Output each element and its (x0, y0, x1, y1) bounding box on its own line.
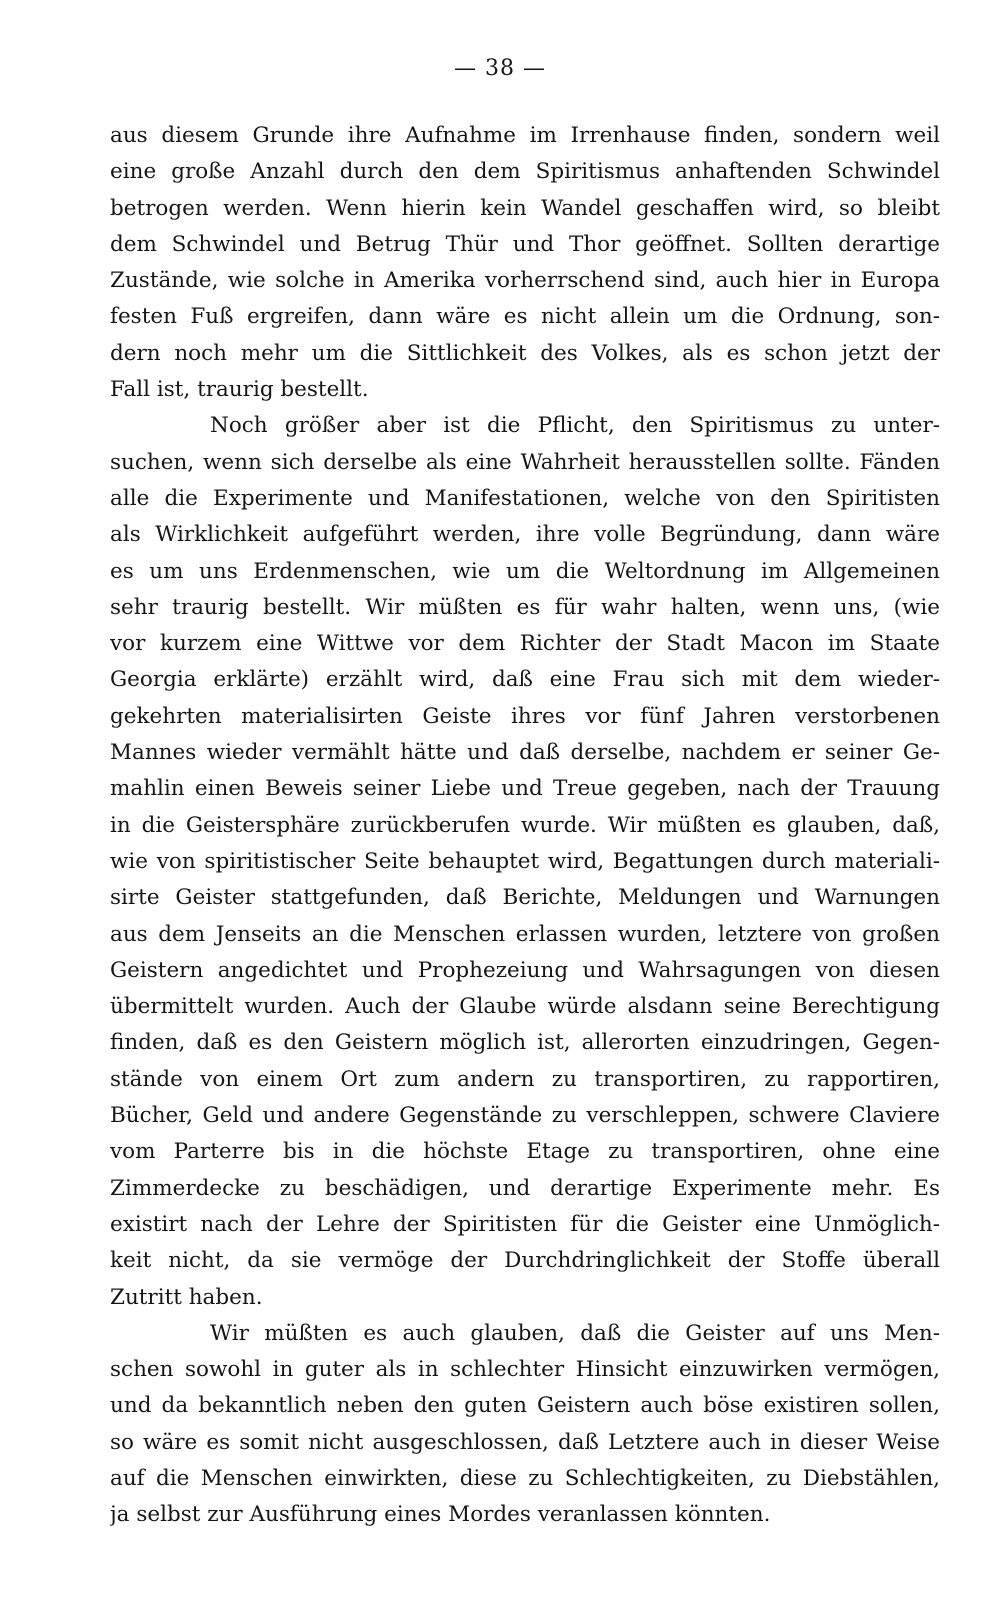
text-line: Zustände, wie solche in Amerika vorherrschend sind, auch hier in Europa (110, 268, 940, 294)
text-line: Geistern angedichtet und Prophezeiung und Wahrsagungen von diesen (110, 957, 940, 983)
text-line: schen sowohl in guter als in schlechter Hinsicht einzuwirken vermögen, (110, 1357, 940, 1383)
text-line: Bücher, Geld und andere Gegenstände zu verschleppen, schwere Claviere (110, 1103, 940, 1129)
text-line: Fall ist, traurig bestellt. (110, 377, 369, 403)
page-number: — 38 — (454, 56, 546, 81)
text-line: als Wirklichkeit aufgeführt werden, ihre volle Begründung, dann wäre (110, 522, 940, 548)
text-line: Georgia erklärte) erzählt wird, daß eine Frau sich mit dem wieder- (110, 667, 940, 693)
text-line: so wäre es somit nicht ausgeschlossen, daß Letztere auch in dieser Weise (110, 1429, 940, 1455)
text-line: aus diesem Grunde ihre Aufnahme im Irrenhause finden, sondern weil (110, 123, 940, 148)
paragraph-1 (110, 118, 940, 408)
text-line: mahlin einen Beweis seiner Liebe und Treue gegeben, nach der Trauung (110, 776, 940, 802)
text-line: eine große Anzahl durch den dem Spiritismus anhaftenden Schwindel (110, 159, 940, 185)
text-line: wie von spiritistischer Seite behauptet wird, Begattungen durch materiali- (110, 848, 940, 874)
body-text (110, 118, 940, 1534)
text-line: Zutritt haben. (110, 1284, 263, 1310)
text-line: Mannes wieder vermählt hätte und daß derselbe, nachdem er seiner Ge- (110, 740, 940, 766)
text-line: vom Parterre bis in die höchste Etage zu transportiren, ohne eine (110, 1139, 940, 1165)
text-line: finden, daß es den Geistern möglich ist, allerorten einzudringen, Gegen- (110, 1030, 940, 1056)
text-line: übermittelt wurden. Auch der Glaube würde alsdann seine Berechtigung (110, 994, 940, 1020)
text-line: alle die Experimente und Manifestationen, welche von den Spiritisten (110, 485, 940, 511)
text-line: ja selbst zur Ausführung eines Mordes veranlassen könnten. (110, 1502, 771, 1528)
text-line: sirte Geister stattgefunden, daß Berichte, Meldungen und Warnungen (110, 885, 940, 911)
text-line: auf die Menschen einwirkten, diese zu Schlechtigkeiten, zu Diebstählen, (110, 1465, 940, 1491)
text-line: dern noch mehr um die Sittlichkeit des Volkes, als es schon jetzt der (110, 340, 940, 366)
text-line: aus dem Jenseits an die Menschen erlassen wurden, letztere von großen (110, 921, 940, 947)
text-line: sehr traurig bestellt. Wir müßten es für wahr halten, wenn uns, (wie (110, 594, 940, 620)
text-line: dem Schwindel und Betrug Thür und Thor geöffnet. Sollten derartige (110, 231, 940, 257)
text-line: und da bekanntlich neben den guten Geistern auch böse existiren sollen, (110, 1393, 940, 1419)
text-line: vor kurzem eine Wittwe vor dem Richter der Stadt Macon im Staate (110, 631, 940, 657)
text-line: es um uns Erdenmenschen, wie um die Weltordnung im Allgemeinen (110, 558, 940, 584)
text-line: suchen, wenn sich derselbe als eine Wahrheit herausstellen sollte. Fänden (110, 449, 940, 475)
text-line: stände von einem Ort zum andern zu transportiren, zu rapportiren, (110, 1066, 940, 1092)
text-line: Noch größer aber ist die Pflicht, den Spiritismus zu unter- (210, 413, 940, 439)
text-line: gekehrten materialisirten Geiste ihres vor fünf Jahren verstorbenen (110, 703, 940, 729)
text-line: in die Geistersphäre zurückberufen wurde. Wir müßten es glauben, daß, (110, 812, 940, 838)
text-line: Zimmerdecke zu beschädigen, und derartige Experimente mehr. Es (110, 1175, 940, 1201)
text-line: Wir müßten es auch glauben, daß die Geister auf uns Men- (210, 1320, 940, 1346)
text-line: betrogen werden. Wenn hierin kein Wandel geschaffen wird, so bleibt (110, 195, 940, 221)
text-line: keit nicht, da sie vermöge der Durchdringlichkeit der Stoffe überall (110, 1248, 940, 1274)
paragraph-2 (110, 408, 940, 1315)
text-line: festen Fuß ergreifen, dann wäre es nicht allein um die Ordnung, son- (110, 304, 940, 330)
text-line: existirt nach der Lehre der Spiritisten für die Geister eine Unmöglich- (110, 1211, 940, 1237)
paragraph-3 (110, 1316, 940, 1534)
